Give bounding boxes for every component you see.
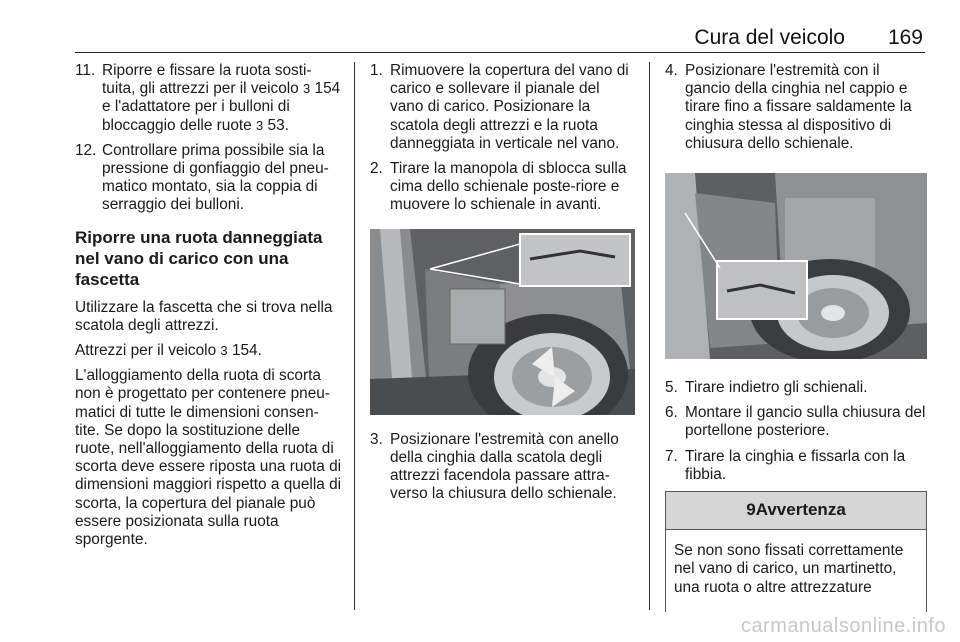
paragraph: L'alloggiamento della ruota di scorta non è progettato per contenere pneu-matici di tutte le dimensioni consen-tite. Se dopo la sostituzione delle ruote, nell'alloggiamento della ruota di scorta deve essere riposta una ruota di dimensioni maggiori rispetto a quella di scorta, la copertura del pianale può essere posizionata sulla ruota sporgente. [75, 367, 342, 549]
step-number: 2. [370, 160, 383, 178]
warning-box [665, 491, 927, 612]
step-text: Posizionare l'estremità con il gancio della cinghia nel cappio e tirare fino a fissare saldamente la cinghia stessa al dispositivo di chiusura dello schienale. [685, 62, 912, 152]
watermark: carmanualsonline.info [740, 615, 946, 637]
page-reference[interactable]: 154 [231, 342, 258, 360]
step-text: Tirare la cinghia e fissarla con la fibbia. [685, 447, 906, 483]
step-5 [665, 379, 927, 397]
step-6 [665, 404, 927, 440]
step-text: Controllare prima possibile sia la pressione di gonfiaggio del pneu-matico montato, sia la coppia di serraggio dei bulloni. [102, 141, 329, 214]
step-3 [370, 431, 635, 504]
cross-reference-icon[interactable]: 3 [256, 117, 264, 133]
column-2 [370, 62, 635, 510]
cross-reference-icon[interactable]: 3 [303, 81, 311, 97]
step-text: e l'adattatore per i bulloni di bloccaggio delle ruote [102, 98, 290, 134]
page-header [75, 22, 925, 53]
step-number: 4. [665, 62, 678, 79]
step-number: 11. [75, 62, 96, 79]
section-heading: Riporre una ruota danneggiata nel vano di carico con una fascetta [75, 227, 323, 289]
column-1 [75, 62, 343, 556]
warning-text: Se non sono fissati correttamente nel vano di carico, un martinetto, una ruota o altre attrezzature [674, 542, 904, 596]
warning-header [666, 492, 926, 530]
cross-reference-icon[interactable]: 3 [220, 343, 228, 359]
step-number: 5. [665, 379, 678, 397]
section-title: Cura del veicolo [694, 26, 845, 49]
step-number: 3. [370, 430, 383, 448]
trunk-illustration-svg [370, 229, 635, 415]
step-text: Posizionare l'estremità con anello della cinghia dalla scatola degli attrezzi facendola passare attra-verso la chiusura dello schienale. [390, 430, 619, 503]
warning-title: Avvertenza [755, 500, 846, 520]
illustration-trunk-tool-box [370, 229, 635, 415]
illustration-strap-hook [665, 173, 927, 359]
page-number: 169 [887, 26, 923, 49]
paragraph-text: Attrezzi per il veicolo [75, 342, 221, 360]
step-number: 1. [370, 62, 383, 79]
step-number: 7. [665, 447, 678, 465]
step-text: Riporre e fissare la ruota sosti-tuita, gli attrezzi per il veicolo [102, 62, 312, 98]
column-divider [649, 62, 650, 610]
paragraph: Utilizzare la fascetta che si trova nella scatola degli attrezzi. [75, 298, 333, 334]
punctuation: . [284, 116, 289, 134]
strap-illustration-svg [665, 173, 927, 359]
step-7 [665, 448, 927, 484]
column-divider [354, 62, 355, 610]
column-3 [665, 62, 927, 612]
punctuation: . [257, 342, 262, 360]
step-text: Rimuovere la copertura del vano di carico e sollevare il pianale del vano di carico. Posizionare la scatola degli attrezzi e la ruota danneggiata in verticale nel vano. [390, 62, 629, 152]
warning-icon: 9 [746, 500, 756, 520]
step-number: 12. [75, 141, 97, 159]
step-text: Tirare indietro gli schienali. [685, 379, 868, 397]
step-1 [370, 62, 635, 153]
step-4 [665, 62, 927, 153]
page-reference[interactable]: 53 [267, 116, 285, 134]
step-text: Montare il gancio sulla chiusura del portellone posteriore. [685, 404, 926, 440]
paragraph [75, 342, 343, 360]
step-number: 6. [665, 404, 678, 422]
step-11 [75, 62, 343, 135]
step-text: Tirare la manopola di sblocca sulla cima dello schienale poste-riore e muovere lo schienale in avanti. [390, 160, 627, 214]
step-12 [75, 142, 343, 215]
step-2 [370, 160, 635, 215]
page-reference[interactable]: 154 [314, 80, 341, 98]
